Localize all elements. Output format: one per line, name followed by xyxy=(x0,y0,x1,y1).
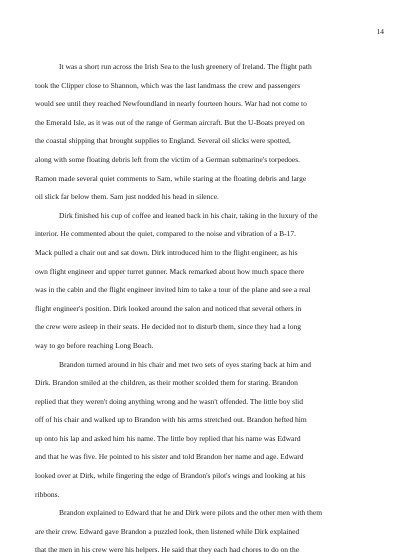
text-line: interior. He commented about the quiet, compared to the noise and vibration of a B-17. xyxy=(35,229,296,239)
text-line: that the men in his crew were his helpers. He said that they each had chores to do on the xyxy=(35,545,300,555)
text-line: It was a short run across the Irish Sea to the lush greenery of Ireland. The flight path xyxy=(59,62,312,71)
text-line: up onto his lap and asked him his name. The little boy replied that his name was Edward xyxy=(35,433,301,443)
paragraph xyxy=(35,58,387,207)
text-line: off of his chair and walked up to Brandon with his arms stretched out. Brandon hefted him xyxy=(35,415,307,425)
text-line: flight engineer's position. Dirk looked around the salon and noticed that several others in xyxy=(35,303,302,313)
body-text xyxy=(35,58,387,560)
paragraph xyxy=(35,207,387,356)
text-line: looked over at Dirk, while fingering the edge of Brandon's pilot's wings and looking at his xyxy=(35,471,306,481)
text-line: took the Clipper close to Shannon, which was the last landmass the crew and passengers xyxy=(35,80,301,90)
text-line: would see until they reached Newfoundland in nearly fourteen hours. War had not come to xyxy=(35,99,307,109)
text-line: Brandon turned around in his chair and met two sets of eyes staring back at him and xyxy=(59,359,312,369)
text-line: Dirk finished his cup of coffee and leaned back in his chair, taking in the luxury of the xyxy=(59,210,318,220)
paragraph xyxy=(35,504,387,560)
text-line: the crew were asleep in their seats. He decided not to disturb them, since they had a long xyxy=(35,322,301,332)
text-line: replied that they weren't doing anything wrong and he wasn't offended. The little boy slid xyxy=(35,396,303,406)
text-line: ribbons. xyxy=(35,489,60,499)
paragraph xyxy=(35,356,387,505)
text-line: the coastal shipping that brought supplies to England. Several oil slicks were spotted, xyxy=(35,136,291,146)
text-line: Ramon made several quiet comments to Sam, while staring at the floating debris and large xyxy=(35,173,307,183)
page-number: 14 xyxy=(376,27,384,36)
text-line: own flight engineer and upper turret gunner. Mack remarked about how much space there xyxy=(35,266,305,276)
text-line: oil slick far below them. Sam just nodded his head in silence. xyxy=(35,192,219,202)
text-line: way to go before reaching Long Beach. xyxy=(35,340,154,350)
text-line: the Emerald Isle, as it was out of the range of German aircraft. But the U-Boats preyed on xyxy=(35,117,305,127)
text-line: Mack pulled a chair out and sat down. Dirk introduced him to the flight engineer, as his xyxy=(35,247,298,257)
text-line: was in the cabin and the flight engineer invited him to take a tour of the plane and see a real xyxy=(35,285,311,295)
text-line: and that he was five. He pointed to his sister and told Brandon her name and age. Edward xyxy=(35,452,304,462)
text-line: Brandon explained to Edward that he and Dirk were pilots and the other men with them xyxy=(59,508,323,518)
text-line: are their crew. Edward gave Brandon a puzzled look, then listened while Dirk explained xyxy=(35,526,300,536)
text-line: along with some floating debris left from the victim of a German submarine's torpedoes. xyxy=(35,154,301,164)
text-line: Dirk. Brandon smiled at the children, as their mother scolded them for staring. Brandon xyxy=(35,378,298,388)
